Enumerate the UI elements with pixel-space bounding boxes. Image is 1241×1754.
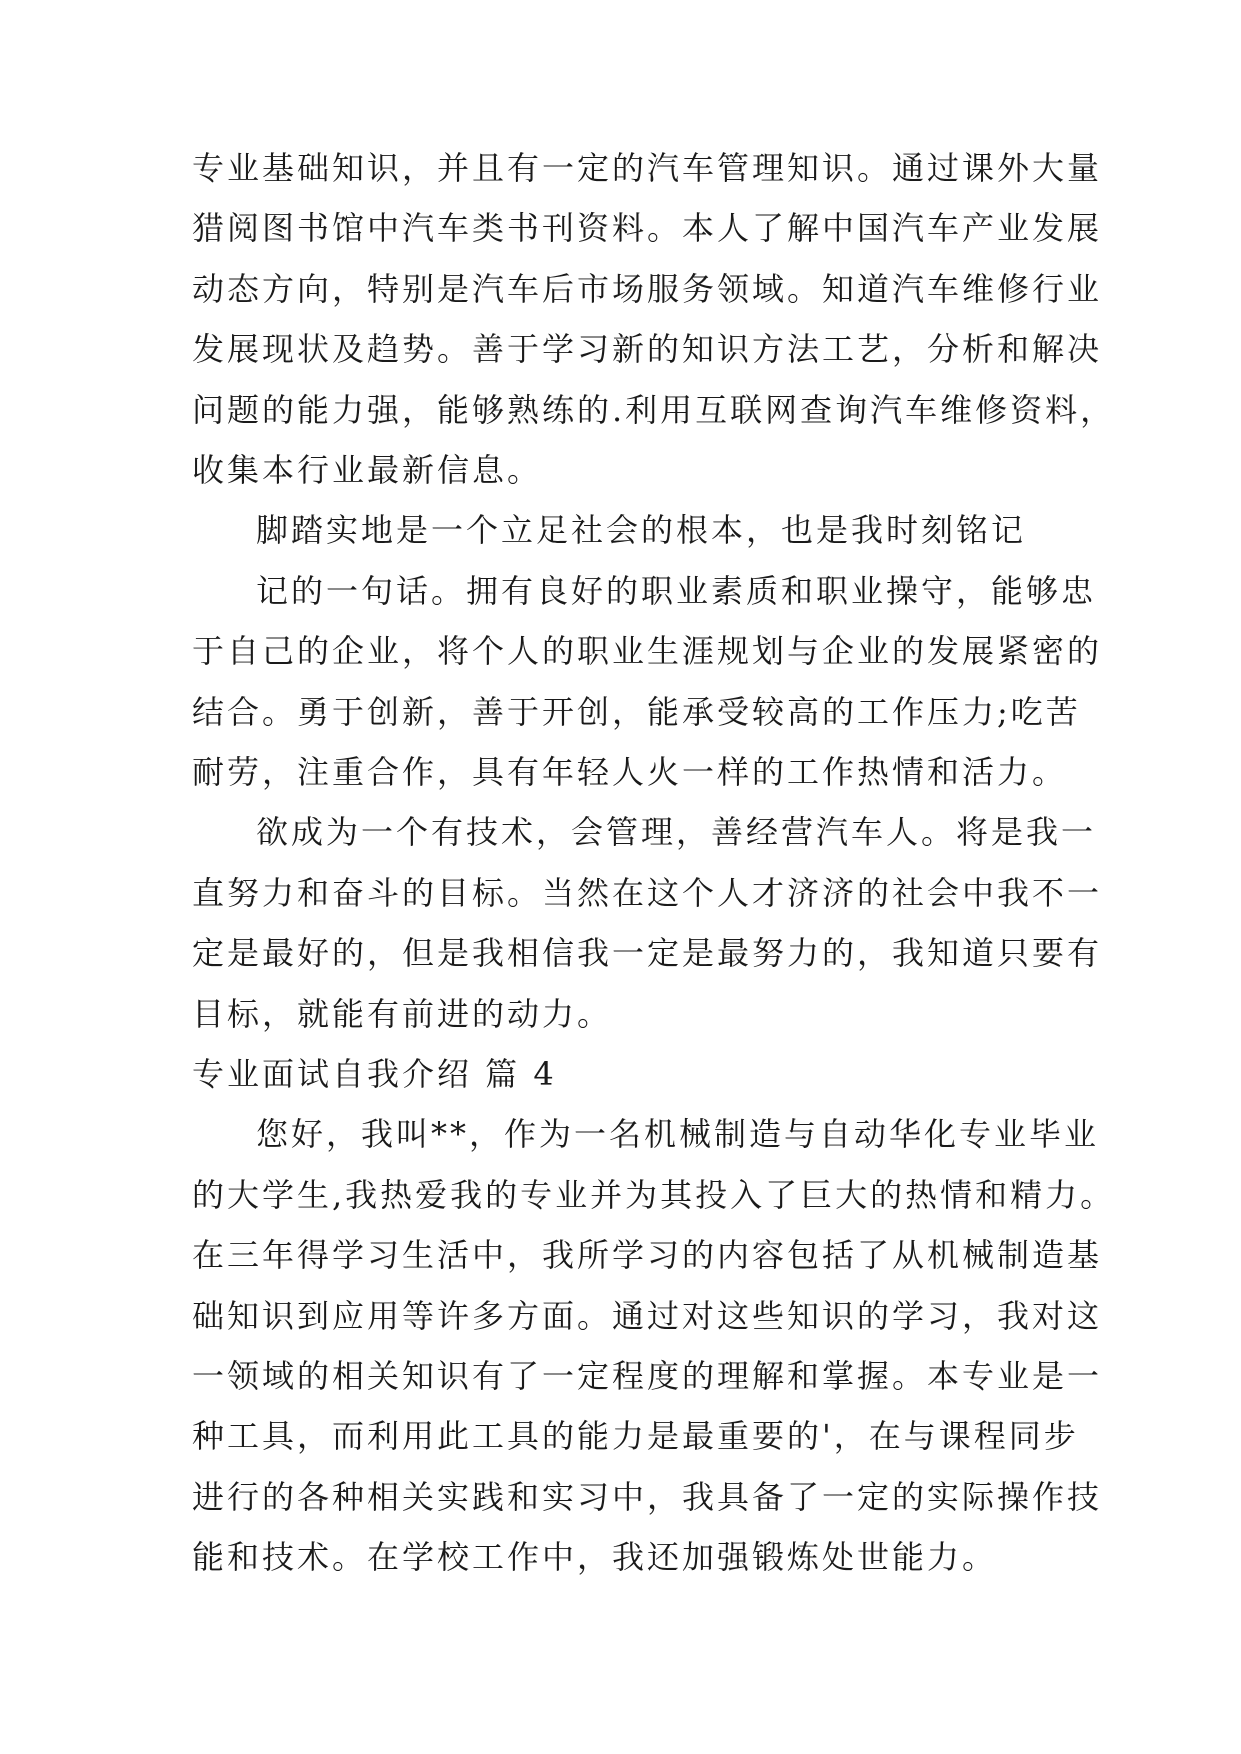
text-line: 动态方向，特别是汽车后市场服务领域。知道汽车维修行业	[192, 270, 1103, 308]
text-line: 础知识到应用等许多方面。通过对这些知识的学习，我对这	[192, 1297, 1103, 1335]
text-line: 猎阅图书馆中汽车类书刊资料。本人了解中国汽车产业发展	[192, 209, 1103, 247]
text-line: 进行的各种相关实践和实习中，我具备了一定的实际操作技	[192, 1478, 1103, 1516]
text-line: 能和技术。在学校工作中，我还加强锻炼处世能力。	[192, 1538, 998, 1576]
text-line: 的大学生,我热爱我的专业并为其投入了巨大的热情和精力。	[192, 1176, 1116, 1214]
text-line: 于自己的企业，将个人的职业生涯规划与企业的发展紧密的	[192, 632, 1103, 670]
text-line: 种工具，而利用此工具的能力是最重要的'，在与课程同步	[192, 1417, 1079, 1455]
text-line: 目标，就能有前进的动力。	[192, 995, 613, 1033]
paragraph-first-line: 您好，我叫**，作为一名机械制造与自动华化专业毕业	[256, 1115, 1100, 1153]
text-line: 定是最好的，但是我相信我一定是最努力的，我知道只要有	[192, 934, 1103, 972]
text-line: 收集本行业最新信息。	[192, 451, 543, 489]
text-line: 在三年得学习生活中，我所学习的内容包括了从机械制造基	[192, 1236, 1103, 1274]
paragraph-first-line: 欲成为一个有技术，会管理，善经营汽车人。将是我一	[256, 813, 1097, 851]
section-heading: 专业面试自我介绍 篇 4	[192, 1055, 557, 1093]
text-line: 记的一句话。拥有良好的职业素质和职业操守，能够忠	[256, 572, 1097, 610]
text-line: 一领域的相关知识有了一定程度的理解和掌握。本专业是一	[192, 1357, 1103, 1395]
paragraph-first-line: 脚踏实地是一个立足社会的根本，也是我时刻铭记	[256, 511, 1027, 549]
text-line: 发展现状及趋势。善于学习新的知识方法工艺，分析和解决	[192, 330, 1103, 368]
text-line: 耐劳，注重合作，具有年轻人火一样的工作热情和活力。	[192, 753, 1068, 791]
text-line: 专业基础知识，并且有一定的汽车管理知识。通过课外大量	[192, 149, 1103, 187]
text-line: 直努力和奋斗的目标。当然在这个人才济济的社会中我不一	[192, 874, 1103, 912]
text-line: 结合。勇于创新，善于开创，能承受较高的工作压力;吃苦	[192, 693, 1081, 731]
text-line: 问题的能力强，能够熟练的.利用互联网查询汽车维修资料，	[192, 391, 1116, 429]
